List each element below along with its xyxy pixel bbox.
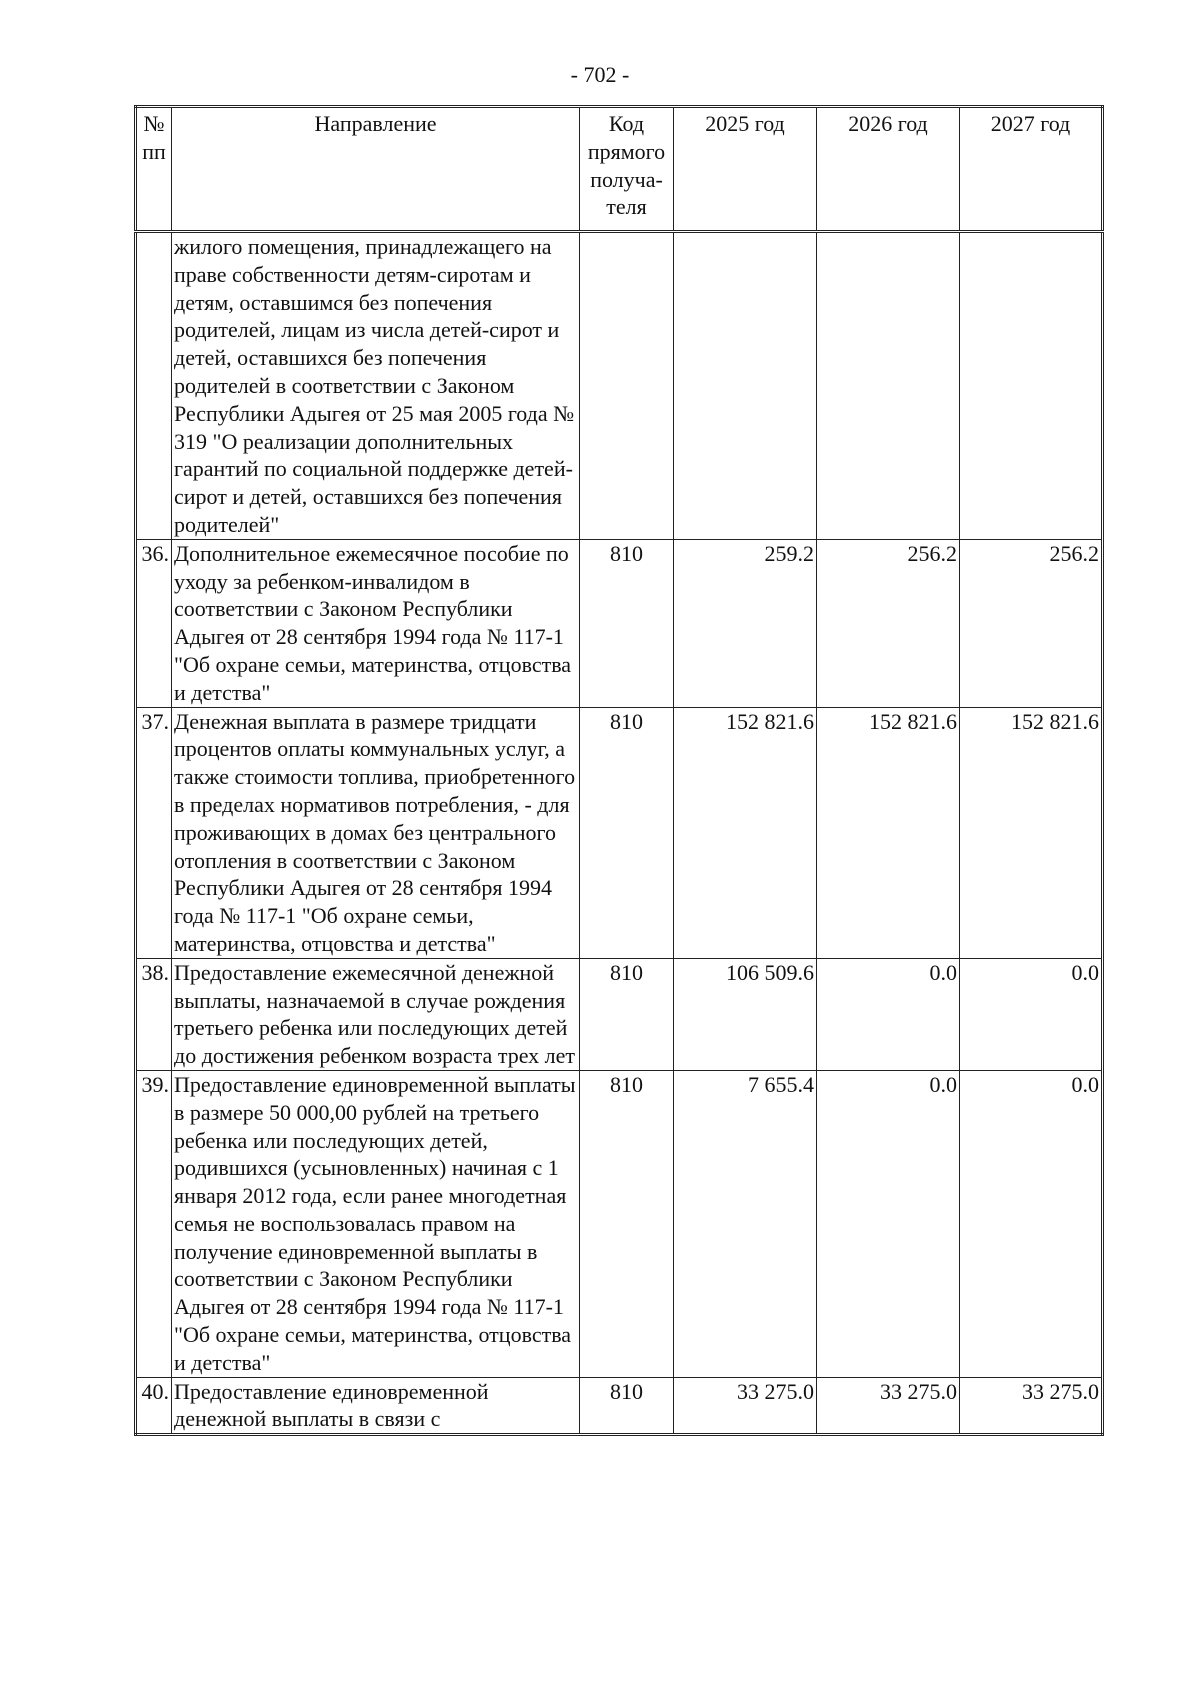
row-code: 810: [580, 539, 674, 707]
row-num: [136, 232, 172, 540]
row-code: 810: [580, 707, 674, 958]
row-value-2026: 152 821.6: [817, 707, 960, 958]
header-code: Код прямого получа-теля: [580, 107, 674, 232]
row-num: 37.: [136, 707, 172, 958]
row-value-2025: 7 655.4: [674, 1070, 817, 1377]
header-direction: Направление: [172, 107, 580, 232]
row-code: [580, 232, 674, 540]
row-value-2025: 259.2: [674, 539, 817, 707]
row-value-2026: 0.0: [817, 958, 960, 1070]
row-num: 36.: [136, 539, 172, 707]
page-number: - 702 -: [570, 62, 630, 87]
table-row: [136, 958, 1103, 1070]
row-num: 39.: [136, 1070, 172, 1377]
row-code: 810: [580, 958, 674, 1070]
row-value-2027: 0.0: [960, 958, 1103, 1070]
budget-table: [134, 105, 1104, 1436]
table-row: [136, 539, 1103, 707]
table-header-row: [136, 107, 1103, 232]
row-value-2026: 0.0: [817, 1070, 960, 1377]
row-direction: Дополнительное ежемесячное пособие по уходу за ребенком-инвалидом в соответствии с Законом Республики Адыгея от 28 сентября 1994 года № 117-1 "Об охране семьи, материнства, отцовства и детства": [172, 539, 580, 707]
header-2027: 2027 год: [960, 107, 1103, 232]
row-value-2027: 256.2: [960, 539, 1103, 707]
row-value-2027: [960, 232, 1103, 540]
row-value-2026: [817, 232, 960, 540]
row-value-2026: 256.2: [817, 539, 960, 707]
row-value-2025: 33 275.0: [674, 1377, 817, 1435]
row-direction: Предоставление ежемесячной денежной выплаты, назначаемой в случае рождения третьего ребенка или последующих детей до достижения ребенком возраста трех лет: [172, 958, 580, 1070]
table-row: [136, 1070, 1103, 1377]
row-code: 810: [580, 1377, 674, 1435]
row-direction: Денежная выплата в размере тридцати процентов оплаты коммунальных услуг, а также стоимости топлива, приобретенного в пределах нормативов потребления, - для проживающих в домах без центрального отопления в соответствии с Законом Республики Адыгея от 28 сентября 1994 года № 117-1 "Об охране семьи, материнства, отцовства и детства": [172, 707, 580, 958]
row-value-2026: 33 275.0: [817, 1377, 960, 1435]
row-num: 40.: [136, 1377, 172, 1435]
row-direction: жилого помещения, принадлежащего на праве собственности детям-сиротам и детям, оставшимся без попечения родителей, лицам из числа детей-сирот и детей, оставшихся без попечения родителей в соответствии с Законом Республики Адыгея от 25 мая 2005 года № 319 "О реализации дополнительных гарантий по социальной поддержке детей-сирот и детей, оставшихся без попечения родителей": [172, 232, 580, 540]
header-2025: 2025 год: [674, 107, 817, 232]
header-num: № пп: [136, 107, 172, 232]
row-num: 38.: [136, 958, 172, 1070]
row-value-2025: 152 821.6: [674, 707, 817, 958]
row-value-2025: [674, 232, 817, 540]
row-direction: Предоставление единовременной денежной выплаты в связи с: [172, 1377, 580, 1435]
row-value-2027: 33 275.0: [960, 1377, 1103, 1435]
table-row: [136, 232, 1103, 540]
row-value-2027: 152 821.6: [960, 707, 1103, 958]
table-row: [136, 707, 1103, 958]
row-direction: Предоставление единовременной выплаты в размере 50 000,00 рублей на третьего ребенка или последующих детей, родившихся (усыновленных) начиная с 1 января 2012 года, если ранее многодетная семья не воспользовалась правом на получение единовременной выплаты в соответствии с Законом Республики Адыгея от 28 сентября 1994 года № 117-1 "Об охране семьи, материнства, отцовства и детства": [172, 1070, 580, 1377]
row-code: 810: [580, 1070, 674, 1377]
row-value-2025: 106 509.6: [674, 958, 817, 1070]
table-row: [136, 1377, 1103, 1435]
row-value-2027: 0.0: [960, 1070, 1103, 1377]
header-2026: 2026 год: [817, 107, 960, 232]
